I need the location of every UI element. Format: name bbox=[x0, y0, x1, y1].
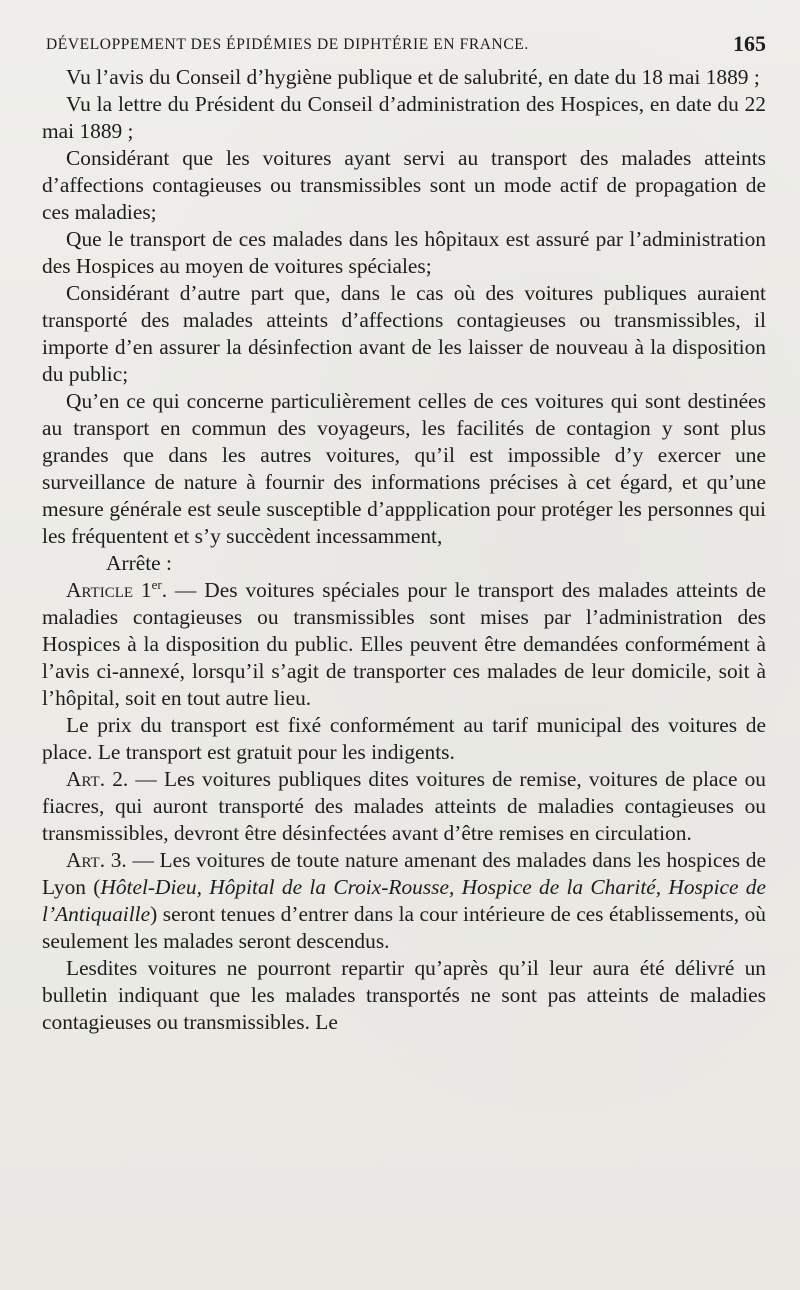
article-3 bbox=[42, 847, 766, 955]
article-2-label: Art. 2. bbox=[66, 767, 129, 791]
paragraph-lesdites-voitures: Lesdites voitures ne pourront repartir qu’après qu’il leur aura été délivré un bulletin indiquant que les malades transportés ne sont pas atteints de maladies contagieuses ou transmissibles. Le bbox=[42, 956, 766, 1034]
paragraph-vu-avis: Vu l’avis du Conseil d’hygiène publique et de salubrité, en date du 18 mai 1889 ; bbox=[66, 65, 760, 89]
running-head bbox=[46, 31, 766, 58]
paragraph-qu-en-ce-qui-concerne: Qu’en ce qui concerne particulièrement celles de ces voitures qui sont destinées au transport en commun des voyageurs, les facilités de contagion y sont plus grandes que dans les autres voitures, qu’il est impossible d’y exercer une surveillance de nature à fournir des informations précises à cet égard, et qu’une mesure générale est seule susceptible d’appplication pour protéger les personnes qui les fréquentent et s’y succèdent incessamment, bbox=[42, 389, 766, 548]
page-number: 165 bbox=[733, 31, 766, 56]
arrete-heading: Arrête : bbox=[106, 551, 172, 575]
paragraph-que-le-transport: Que le transport de ces malades dans les hôpitaux est assuré par l’administration des Hospices au moyen de voitures spéciales; bbox=[42, 227, 766, 278]
article-1-text: . — Des voitures spéciales pour le transport des malades atteints de maladies contagieuses ou transmissibles sont mises par l’administration des Hospices à la disposition du public. Elles peuvent être demandées conformément à l’avis ci-annexé, lorsqu’il s’agit de transporter ces malades de leur domicile, soit à l’hôpital, soit en tout autre lieu. bbox=[42, 578, 766, 710]
body-text bbox=[42, 64, 766, 1036]
paragraph-considerant-1: Considérant que les voitures ayant servi au transport des malades atteints d’affections contagieuses ou transmissibles sont un mode actif de propagation de ces maladies; bbox=[42, 146, 766, 224]
article-1 bbox=[42, 577, 766, 712]
running-title: DÉVELOPPEMENT DES ÉPIDÉMIES DE DIPHTÉRIE EN FRANCE. bbox=[46, 36, 529, 53]
paragraph-vu-lettre: Vu la lettre du Président du Conseil d’administration des Hospices, en date du 22 mai 1889 ; bbox=[42, 92, 766, 143]
article-3-hospices-list: Hôtel-Dieu, Hôpital de la Croix-Rousse, Hospice de la Charité, Hospice de l’Antiquaille bbox=[42, 875, 766, 926]
paragraph-considerant-2: Considérant d’autre part que, dans le cas où des voitures publiques auraient transporté des malades atteints d’affections contagieuses ou transmissibles, il importe d’en assurer la désinfection avant de les laisser de nouveau à la disposition du public; bbox=[42, 281, 766, 386]
article-1-superscript: er bbox=[151, 576, 162, 592]
article-3-text-a: — Les voitures de toute nature amenant des malades dans les hospices de Lyon ( bbox=[42, 848, 766, 899]
article-1-label: Article 1 bbox=[66, 578, 152, 602]
article-3-text-b: ) seront tenues d’entrer dans la cour intérieure de ces établissements, où seulement les malades seront descendus. bbox=[42, 902, 766, 953]
article-2-text: — Les voitures publiques dites voitures de remise, voitures de place ou fiacres, qui auront transporté des malades atteints de maladies contagieuses ou transmissibles, devront être désinfectées avant d’être remises en circulation. bbox=[42, 767, 766, 845]
article-3-label: Art. 3. bbox=[66, 848, 127, 872]
article-2 bbox=[42, 766, 766, 847]
paragraph-prix-transport: Le prix du transport est fixé conformément au tarif municipal des voitures de place. Le transport est gratuit pour les indigents. bbox=[42, 713, 766, 764]
